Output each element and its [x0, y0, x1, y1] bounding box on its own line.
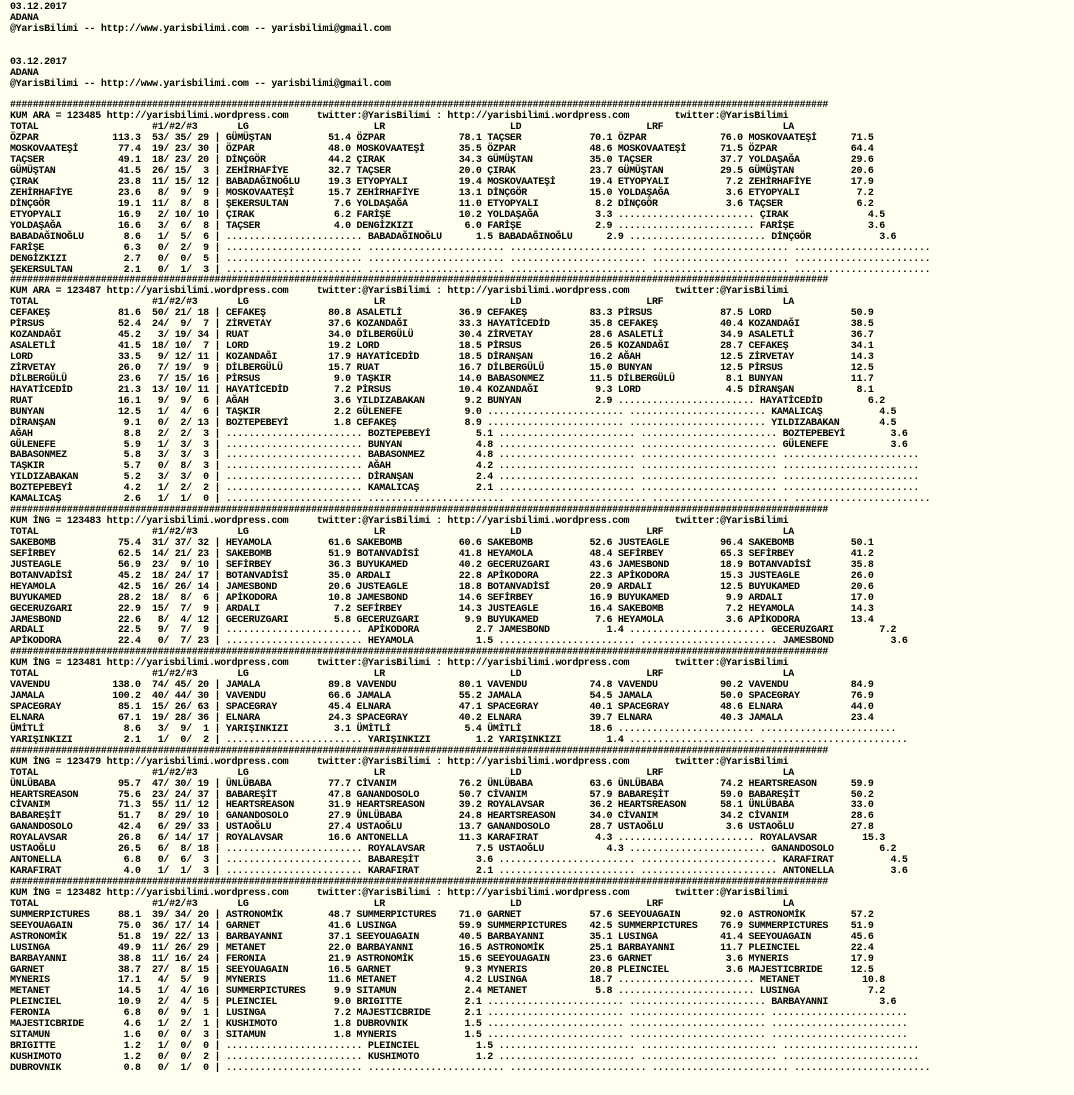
- race-header-line: KUM ARA = 123485 http://yarisbilimi.wordpress.com twitter:@YarisBilimi : http://yarisbilimi.wordpress.com twitter:@YarisBilimi: [10, 111, 789, 123]
- text-line: BOTANVADİSİ 45.2 18/ 24/ 17 | BOTANVADİSİ 35.0 ARDALI 22.8 APİKODORA 22.3 APİKODORA 15.3 JUSTEAGLE 26.0: [10, 570, 874, 582]
- text-line: ARDALI 22.5 9/ 7/ 9 | ........................ APİKODORA 2.7 JAMESBOND 1.4 ........................ GECERUZGARI 7.2: [10, 625, 897, 637]
- text-line: HEARTSREASON 75.6 23/ 24/ 37 | BABAREŞİT 47.8 GANANDOSOLO 50.7 CİVANIM 57.9 BABAREŞİT 59.0 BABAREŞİT 50.2: [10, 789, 874, 801]
- text-line: ADANA: [10, 12, 39, 24]
- text-line: AĞAH 8.8 2/ 2/ 3 | ........................ BOZTEPEBEYİ 5.1 ........................ ........................ BOZTEPEBEYİ 3.6: [10, 428, 908, 440]
- text-line: LORD 33.5 9/ 12/ 11 | KOZANDAĞI 17.9 HAYATİCEDİD 18.5 DİRANŞAN 16.2 AĞAH 12.5 ZİRVETAY 14.3: [10, 352, 874, 363]
- text-line: 03.12.2017: [10, 56, 67, 68]
- text-line: APİKODORA 22.4 0/ 7/ 23 | ........................ HEYAMOLA 1.5 ........................ ........................ JAMESBOND 3.6: [10, 636, 908, 648]
- separator-line: ################################################################################################################################################: [10, 745, 829, 757]
- blank-line: [10, 36, 1074, 47]
- text-line: @YarisBilimi -- http://www.yarisbilimi.com -- yarisbilimi@gmail.com: [10, 78, 391, 90]
- text-line: CİVANIM 71.3 55/ 11/ 12 | HEARTSREASON 31.9 HEARTSREASON 39.2 ROYALAVSAR 36.2 HEARTSREASON 58.1 ÜNLÜBABA 33.0: [10, 800, 874, 812]
- text-line: MOSKOVAATEŞİ 77.4 19/ 23/ 30 | ÖZPAR 48.0 MOSKOVAATEŞİ 35.5 ÖZPAR 48.6 MOSKOVAATEŞİ 71.5 ÖZPAR 64.4: [10, 144, 874, 156]
- text-line: GECERUZGARI 22.9 15/ 7/ 9 | ARDALI 7.2 SEFİRBEY 14.3 JUSTEAGLE 16.4 SAKEBOMB 7.2 HEYAMOLA 14.3: [10, 603, 874, 615]
- race-header-line: KUM İNG = 123481 http://yarisbilimi.wordpress.com twitter:@YarisBilimi : http://yarisbilimi.wordpress.com twitter:@YarisBilimi: [10, 658, 789, 670]
- text-line: SPACEGRAY 85.1 15/ 26/ 63 | SPACEGRAY 45.4 ELNARA 47.1 SPACEGRAY 40.1 SPACEGRAY 48.6 ELNARA 44.0: [10, 702, 874, 713]
- text-line: GÜLENEFE 5.9 1/ 3/ 3 | ........................ BUNYAN 4.8 ........................ ........................ GÜLENEFE 3.6: [10, 439, 908, 451]
- column-header-line: TOTAL #1/#2/#3 LG LR LD LRF LA: [10, 527, 794, 538]
- text-line: SEFİRBEY 62.5 14/ 21/ 23 | SAKEBOMB 51.9 BOTANVADİSİ 41.8 HEYAMOLA 48.4 SEFİRBEY 65.3 SEFİRBEY 41.2: [10, 548, 874, 560]
- blank-line: [10, 47, 1074, 58]
- text-line: PİRSUS 52.4 24/ 9/ 7 | ZİRVETAY 37.6 KOZANDAĞI 33.3 HAYATİCEDİD 35.8 CEFAKEŞ 40.4 KOZANDAĞI 38.5: [10, 319, 874, 331]
- text-line: YOLDAŞAĞA 16.6 3/ 6/ 8 | TAÇSER 4.0 DENGİZKIZI 6.0 FARİŞE 2.9 ........................ FARİŞE 3.6: [10, 220, 885, 232]
- text-line: LUSINGA 49.9 11/ 26/ 29 | METANET 22.0 BARBAYANNI 16.5 ASTRONOMİK 25.1 BARBAYANNI 11.7 PLEINCIEL 22.4: [10, 942, 874, 954]
- text-line: TAÇSER 49.1 18/ 23/ 20 | DİNÇGÖR 44.2 ÇIRAK 34.3 GÜMÜŞTAN 35.0 TAÇSER 37.7 YOLDAŞAĞA 29.6: [10, 155, 874, 167]
- text-line: ÖZPAR 113.3 53/ 35/ 29 | GÜMÜŞTAN 51.4 ÖZPAR 78.1 TAÇSER 70.1 ÖZPAR 76.0 MOSKOVAATEŞİ 71.5: [10, 133, 874, 145]
- separator-line: ################################################################################################################################################: [10, 100, 829, 112]
- race-header-line: KUM ARA = 123487 http://yarisbilimi.wordpress.com twitter:@YarisBilimi : http://yarisbilimi.wordpress.com twitter:@YarisBilimi: [10, 286, 789, 298]
- text-line: YILDIZABAKAN 5.2 3/ 3/ 0 | ........................ DİRANŞAN 2.4 ........................ ........................ ........................: [10, 472, 919, 484]
- text-line: KAMALICAŞ 2.6 1/ 1/ 0 | ........................ ........................ ........................ ........................ ........................: [10, 494, 931, 506]
- text-line: TAŞKIR 5.7 0/ 8/ 3 | ........................ AĞAH 4.2 ........................ ........................ ........................: [10, 461, 919, 473]
- separator-line: ################################################################################################################################################: [10, 505, 829, 517]
- text-line: JAMALA 100.2 40/ 44/ 30 | VAVENDU 66.6 JAMALA 55.2 JAMALA 54.5 JAMALA 50.0 SPACEGRAY 76.9: [10, 691, 874, 703]
- text-line: MYNERIS 17.1 4/ 5/ 9 | MYNERIS 11.6 METANET 4.2 LUSINGA 18.7 ........................ METANET 10.8: [10, 975, 885, 987]
- text-line: BABASONMEZ 5.8 3/ 3/ 3 | ........................ BABASONMEZ 4.8 ........................ ........................ ........................: [10, 450, 919, 462]
- column-header-line: TOTAL #1/#2/#3 LG LR LD LRF LA: [10, 669, 794, 681]
- separator-line: ################################################################################################################################################: [10, 275, 829, 287]
- text-line: DENGİZKIZI 2.7 0/ 0/ 5 | ........................ ........................ ........................ ........................ ........................: [10, 253, 931, 265]
- text-line: 03.12.2017: [10, 2, 67, 13]
- text-line: SEEYOUAGAIN 75.0 36/ 17/ 14 | GARNET 41.6 LUSINGA 59.9 SUMMERPICTURES 42.5 SUMMERPICTURES 76.9 SUMMERPICTURES 51.9: [10, 920, 874, 932]
- text-line: ROYALAVSAR 26.8 6/ 14/ 17 | ROYALAVSAR 16.6 ANTONELLA 11.3 KARAFIRAT 4.3 ........................ ROYALAVSAR 15.3: [10, 833, 885, 845]
- text-line: BOZTEPEBEYİ 4.2 1/ 2/ 2 | ........................ KAMALICAŞ 2.1 ........................ ........................ ........................: [10, 483, 919, 495]
- text-line: ŞEKERSULTAN 2.1 0/ 1/ 3 | ........................ ........................ ........................ ........................ ........................: [10, 264, 931, 276]
- text-line: DİNÇGÖR 19.1 11/ 8/ 8 | ŞEKERSULTAN 7.6 YOLDAŞAĞA 11.0 ETYOPYALI 8.2 DİNÇGÖR 3.6 TAÇSER 6.2: [10, 198, 874, 210]
- text-line: SUMMERPICTURES 88.1 39/ 34/ 20 | ASTRONOMİK 48.7 SUMMERPICTURES 71.0 GARNET 57.6 SEEYOUAGAIN 92.0 ASTRONOMİK 57.2: [10, 909, 874, 921]
- race-header-line: KUM İNG = 123482 http://yarisbilimi.wordpress.com twitter:@YarisBilimi : http://yarisbilimi.wordpress.com twitter:@YarisBilimi: [10, 887, 789, 899]
- text-line: HAYATİCEDİD 21.3 13/ 10/ 11 | HAYATİCEDİD 7.2 PİRSUS 10.4 KOZANDAĞI 9.3 LORD 4.5 DİRANŞAN 8.1: [10, 384, 874, 396]
- text-line: KUSHIMOTO 1.2 0/ 0/ 2 | ........................ KUSHIMOTO 1.2 ........................ ........................ ........................: [10, 1052, 919, 1063]
- text-line: BUNYAN 12.5 1/ 4/ 6 | TAŞKIR 2.2 GÜLENEFE 9.0 ........................ ........................ KAMALICAŞ 4.5: [10, 406, 897, 418]
- text-line: FERONIA 6.8 0/ 9/ 1 | LUSINGA 7.2 MAJESTICBRIDE 2.1 ........................ ........................ ........................: [10, 1008, 908, 1020]
- text-line: ADANA: [10, 67, 39, 79]
- race-header-line: KUM İNG = 123483 http://yarisbilimi.wordpress.com twitter:@YarisBilimi : http://yarisbilimi.wordpress.com twitter:@YarisBilimi: [10, 516, 789, 528]
- text-line: BABADAĞINOĞLU 8.6 1/ 5/ 6 | ........................ BABADAĞINOĞLU 1.5 BABADAĞINOĞLU 2.9 ........................ DİNÇGÖR 3.6: [10, 231, 897, 243]
- text-line: DİLBERGÜLÜ 23.6 7/ 15/ 16 | PİRSUS 9.0 TAŞKIR 14.0 BABASONMEZ 11.5 DİLBERGÜLÜ 8.1 BUNYAN 11.7: [10, 373, 874, 385]
- text-line: BUYUKAMED 28.2 18/ 8/ 6 | APİKODORA 10.8 JAMESBOND 14.6 SEFİRBEY 16.9 BUYUKAMED 9.9 ARDALI 17.0: [10, 592, 874, 604]
- text-line: MAJESTICBRIDE 4.6 1/ 2/ 1 | KUSHIMOTO 1.8 DUBROVNIK 1.5 ........................ ........................ ........................: [10, 1019, 908, 1031]
- text-line: ÜMİTLİ 8.6 3/ 9/ 1 | YARIŞINKIZI 3.1 ÜMİTLİ 5.4 ÜMİTLİ 18.6 ........................ ........................: [10, 723, 897, 735]
- text-line: DUBROVNIK 0.8 0/ 1/ 0 | ........................ ........................ ........................ ........................ ........................: [10, 1062, 931, 1074]
- text-line: BARBAYANNI 38.8 11/ 16/ 24 | FERONIA 21.9 ASTRONOMİK 15.6 SEEYOUAGAIN 23.6 GARNET 3.6 MYNERIS 17.9: [10, 953, 874, 965]
- column-header-line: TOTAL #1/#2/#3 LG LR LD LRF LA: [10, 122, 794, 134]
- text-line: KARAFIRAT 4.0 1/ 1/ 3 | ........................ KARAFIRAT 2.1 ........................ ........................ ANTONELLA 3.6: [10, 866, 908, 878]
- text-line: ÇIRAK 23.8 11/ 15/ 12 | BABADAĞINOĞLU 19.3 ETYOPYALI 19.4 MOSKOVAATEŞİ 19.4 ETYOPYALI 7.2 ZEHİRHAFİYE 17.9: [10, 177, 874, 188]
- text-line: CEFAKEŞ 81.6 50/ 21/ 18 | CEFAKEŞ 80.8 ASALETLİ 36.9 CEFAKEŞ 83.3 PİRSUS 87.5 LORD 50.9: [10, 308, 874, 320]
- text-line: GANANDOSOLO 42.4 6/ 29/ 33 | USTAOĞLU 27.4 USTAOĞLU 13.7 GANANDOSOLO 28.7 USTAOĞLU 3.6 USTAOĞLU 27.8: [10, 822, 874, 834]
- text-line: YARIŞINKIZI 2.1 1/ 0/ 2 | ........................ YARIŞINKIZI 1.2 YARIŞINKIZI 1.4 ........................ ........................: [10, 734, 908, 746]
- text-line: BRIGITTE 1.2 1/ 0/ 0 | ........................ PLEINCIEL 1.5 ........................ ........................ ........................: [10, 1041, 919, 1053]
- text-line: ELNARA 67.1 19/ 28/ 36 | ELNARA 24.3 SPACEGRAY 40.2 ELNARA 39.7 ELNARA 40.3 JAMALA 23.4: [10, 712, 874, 724]
- text-line: PLEINCIEL 10.9 2/ 4/ 5 | PLEINCIEL 9.0 BRIGITTE 2.1 ........................ ........................ BARBAYANNI 3.6: [10, 997, 897, 1009]
- column-header-line: TOTAL #1/#2/#3 LG LR LD LRF LA: [10, 297, 794, 309]
- text-line: @YarisBilimi -- http://www.yarisbilimi.com -- yarisbilimi@gmail.com: [10, 23, 391, 35]
- race-header-line: KUM İNG = 123479 http://yarisbilimi.wordpress.com twitter:@YarisBilimi : http://yarisbilimi.wordpress.com twitter:@YarisBilimi: [10, 756, 789, 768]
- text-line: BABAREŞİT 51.7 8/ 29/ 10 | GANANDOSOLO 27.9 ÜNLÜBABA 24.8 HEARTSREASON 34.0 CİVANIM 34.2 CİVANIM 28.6: [10, 811, 874, 823]
- text-line: ZEHİRHAFİYE 23.6 8/ 9/ 9 | MOSKOVAATEŞİ 15.7 ZEHİRHAFİYE 13.1 DİNÇGÖR 15.0 YOLDAŞAĞA 3.6 ETYOPYALI 7.2: [10, 187, 874, 199]
- separator-line: ################################################################################################################################################: [10, 877, 829, 888]
- column-header-line: TOTAL #1/#2/#3 LG LR LD LRF LA: [10, 898, 794, 910]
- column-header-line: TOTAL #1/#2/#3 LG LR LD LRF LA: [10, 767, 794, 779]
- text-line: USTAOĞLU 26.5 6/ 8/ 18 | ........................ ROYALAVSAR 7.5 USTAOĞLU 4.3 ........................ GANANDOSOLO 6.2: [10, 844, 897, 856]
- text-line: ZİRVETAY 26.0 7/ 19/ 9 | DİLBERGÜLÜ 15.7 RUAT 16.7 DİLBERGÜLÜ 15.0 BUNYAN 12.5 PİRSUS 12.5: [10, 362, 874, 374]
- separator-line: ################################################################################################################################################: [10, 647, 829, 659]
- text-line: VAVENDU 138.0 74/ 45/ 20 | JAMALA 89.8 VAVENDU 80.1 VAVENDU 74.8 VAVENDU 90.2 VAVENDU 84.9: [10, 680, 874, 692]
- text-line: ETYOPYALI 16.9 2/ 10/ 10 | ÇIRAK 6.2 FARİŞE 10.2 YOLDAŞAĞA 3.3 ........................ ÇIRAK 4.5: [10, 209, 885, 221]
- text-line: JUSTEAGLE 56.9 23/ 9/ 10 | SEFİRBEY 36.3 BUYUKAMED 40.2 GECERUZGARI 43.6 JAMESBOND 18.9 BOTANVADİSİ 35.8: [10, 559, 874, 571]
- text-line: ÜNLÜBABA 95.7 47/ 30/ 19 | ÜNLÜBABA 77.7 CİVANIM 76.2 ÜNLÜBABA 63.6 ÜNLÜBABA 74.2 HEARTSREASON 59.9: [10, 778, 874, 790]
- text-line: GARNET 38.7 27/ 8/ 15 | SEEYOUAGAIN 16.5 GARNET 9.3 MYNERIS 20.8 PLEINCIEL 3.6 MAJESTICBRIDE 12.5: [10, 964, 874, 976]
- text-line: RUAT 16.1 9/ 9/ 6 | AĞAH 3.6 YILDIZABAKAN 9.2 BUNYAN 2.9 ........................ HAYATİCEDİD 6.2: [10, 395, 885, 407]
- text-line: METANET 14.5 1/ 4/ 16 | SUMMERPICTURES 9.9 SITAMUN 2.4 METANET 5.8 ........................ LUSINGA 7.2: [10, 986, 885, 998]
- text-line: HEYAMOLA 42.5 16/ 26/ 14 | JAMESBOND 20.6 JUSTEAGLE 18.8 BOTANVADİSİ 20.9 ARDALI 12.5 BUYUKAMED 20.6: [10, 581, 874, 593]
- text-line: GÜMÜŞTAN 41.5 26/ 15/ 3 | ZEHİRHAFİYE 32.7 TAÇSER 20.0 ÇIRAK 23.7 GÜMÜŞTAN 29.5 GÜMÜŞTAN 20.6: [10, 166, 874, 178]
- text-line: JAMESBOND 22.6 8/ 4/ 12 | GECERUZGARI 5.8 GECERUZGARI 9.9 BUYUKAMED 7.6 HEYAMOLA 3.6 APİKODORA 13.4: [10, 614, 874, 626]
- text-line: FARİŞE 6.3 0/ 2/ 9 | ........................ ........................ ........................ ........................ ........................: [10, 242, 931, 254]
- text-line: DİRANŞAN 9.1 0/ 2/ 13 | BOZTEPEBEYİ 1.8 CEFAKEŞ 8.9 ........................ ........................ YILDIZABAKAN 4.5: [10, 417, 897, 429]
- text-line: SAKEBOMB 75.4 31/ 37/ 32 | HEYAMOLA 61.6 SAKEBOMB 60.6 SAKEBOMB 52.6 JUSTEAGLE 96.4 SAKEBOMB 50.1: [10, 537, 874, 549]
- text-line: KOZANDAĞI 45.2 3/ 19/ 34 | RUAT 34.0 DİLBERGÜLÜ 30.4 ZİRVETAY 28.6 ASALETLİ 34.9 ASALETLİ 36.7: [10, 330, 874, 342]
- text-line: ANTONELLA 6.8 0/ 6/ 3 | ........................ BABAREŞİT 3.6 ........................ ........................ KARAFIRAT 4.5: [10, 855, 908, 867]
- text-line: SITAMUN 1.6 0/ 0/ 3 | SITAMUN 1.8 MYNERIS 1.5 ........................ ........................ ........................: [10, 1030, 908, 1042]
- text-line: ASALETLİ 41.5 18/ 10/ 7 | LORD 19.2 LORD 18.5 PİRSUS 26.5 KOZANDAĞI 28.7 CEFAKEŞ 34.1: [10, 341, 874, 353]
- text-line: ASTRONOMİK 51.8 19/ 22/ 13 | BARBAYANNI 37.1 SEEYOUAGAIN 40.5 BARBAYANNI 35.1 LUSINGA 41.4 SEEYOUAGAIN 45.6: [10, 931, 874, 943]
